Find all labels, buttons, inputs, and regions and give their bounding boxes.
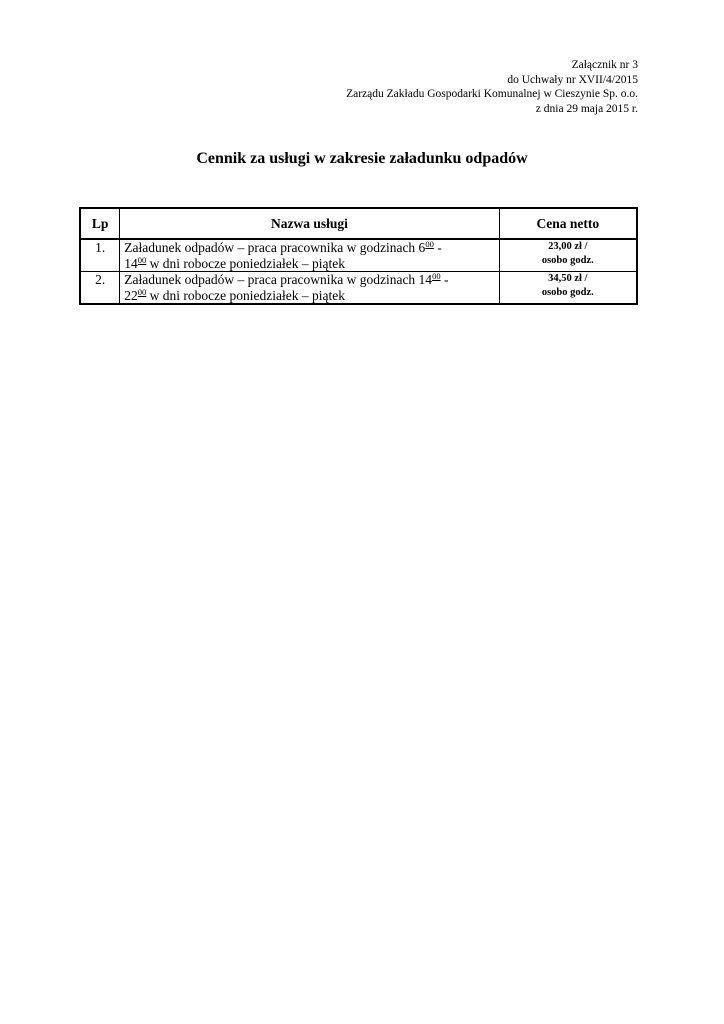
price-value: 23,00 zł / (548, 241, 588, 252)
column-header-name: Nazwa usługi (120, 208, 499, 239)
time-superscript: 00 (425, 239, 434, 249)
price-table (79, 207, 638, 305)
time-superscript: 00 (432, 271, 441, 281)
service-name (120, 239, 499, 272)
price-unit: osobo godz. (541, 287, 594, 298)
service-name-dash: - (433, 240, 442, 255)
column-header-lp: Lp (80, 208, 120, 239)
attachment-number: Załącznik nr 3 (571, 59, 638, 71)
time-superscript: 00 (137, 254, 147, 265)
service-name-dash: - (440, 272, 449, 287)
time-superscript: 00 (137, 286, 147, 297)
page-title: Cennik za usługi w zakresie załadunku odpadów (196, 150, 528, 167)
resolution-date: z dnia 29 maja 2015 r. (535, 102, 638, 115)
issuing-board: Zarządu Zakładu Gospodarki Komunalnej w Cieszynie Sp. o.o. (346, 88, 638, 100)
service-price (499, 272, 637, 305)
service-name-hour: 14 (124, 255, 138, 271)
row-number: 1. (80, 239, 120, 272)
row-number: 2. (80, 272, 120, 305)
price-value: 34,50 zł / (548, 273, 588, 284)
table-row (80, 239, 637, 272)
resolution-number: do Uchwały nr XVII/4/2015 (507, 73, 638, 86)
service-name-days: w dni robocze poniedziałek – piątek (146, 255, 345, 271)
service-price (499, 239, 637, 272)
column-header-price: Cena netto (499, 208, 637, 239)
service-name-hour: 22 (124, 287, 138, 303)
service-name (120, 272, 499, 305)
service-name-days: w dni robocze poniedziałek – piątek (146, 287, 345, 303)
table-row (80, 272, 637, 305)
service-name-text: Załadunek odpadów – praca pracownika w godzinach 14 (124, 272, 433, 287)
document-header (346, 58, 638, 116)
price-unit: osobo godz. (541, 255, 594, 266)
table-header-row (80, 208, 637, 239)
service-name-text: Załadunek odpadów – praca pracownika w godzinach 6 (124, 240, 426, 255)
